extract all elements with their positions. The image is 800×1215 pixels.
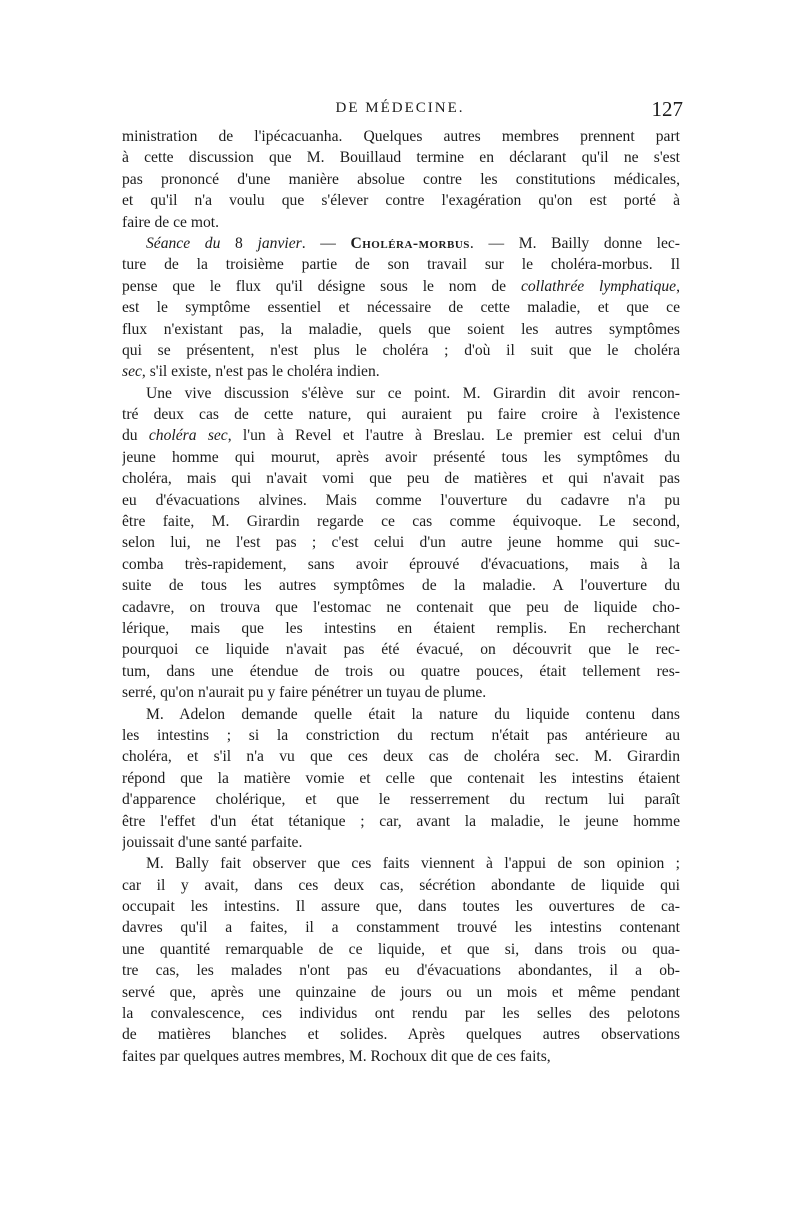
- paragraph: [122, 126, 680, 233]
- text-run: M. Bally fait observer que ces faits viennent à l'appui de son opinion ;: [146, 855, 680, 873]
- text-line: [122, 1024, 680, 1045]
- text-line: [122, 147, 680, 168]
- text-line: [122, 789, 680, 810]
- text-run: jouissait d'une santé parfaite.: [122, 833, 303, 851]
- text-run: 8: [220, 234, 258, 252]
- text-run: davres qu'il a faites, il a constamment trouvé les intestins contenant: [122, 919, 680, 937]
- text-run: pourquoi ce liquide n'avait pas été évacué, on découvrit que le rec-: [122, 641, 680, 659]
- text-line: [122, 1003, 680, 1024]
- text-line: [122, 404, 680, 425]
- text-line: [122, 725, 680, 746]
- text-run: qui se présentent, n'est plus le choléra ; d'où il suit que le choléra: [122, 341, 680, 359]
- text-line: [122, 532, 680, 553]
- text-run: tré deux cas de cette nature, qui auraient pu faire croire à l'existence: [122, 406, 680, 424]
- text-line: [122, 383, 680, 404]
- text-line: [122, 768, 680, 789]
- text-run: choléra, et s'il n'a vu que ces deux cas de choléra sec. M. Girardin: [122, 748, 680, 766]
- text-run: , s'il existe, n'est pas le choléra indien.: [141, 363, 380, 381]
- text-run: eu d'évacuations alvines. Mais comme l'ouverture du cadavre n'a pu: [122, 491, 680, 509]
- text-run: lérique, mais que les intestins en étaient remplis. En recherchant: [122, 619, 680, 637]
- text-run: de matières blanches et solides. Après quelques autres observations: [122, 1026, 680, 1044]
- text-run: . —: [301, 234, 351, 252]
- text-run: tre cas, les malades n'ont pas eu d'évacuations abondantes, il a ob-: [122, 962, 680, 980]
- text-line: [122, 511, 680, 532]
- text-line: [122, 639, 680, 660]
- text-run: choléra, mais qui n'avait vomi que peu de matières et qui n'avait pas: [122, 470, 680, 488]
- text-line: [122, 425, 680, 446]
- text-line: [122, 340, 680, 361]
- text-run: flux n'existant pas, la maladie, quels que soient les autres symptômes: [122, 320, 680, 338]
- text-run: répond que la matière vomie et celle que contenait les intestins étaient: [122, 769, 680, 787]
- text-run: collathrée lymphatique: [520, 277, 677, 295]
- text-line: [122, 126, 680, 147]
- paragraph: [122, 383, 680, 704]
- text-run: une quantité remarquable de ce liquide, et que si, dans trois ou qua-: [122, 940, 680, 958]
- text-run: janvier: [257, 234, 302, 252]
- text-line: [122, 896, 680, 917]
- text-run: tum, dans une étendue de trois ou quatre pouces, était tellement res-: [122, 662, 680, 680]
- text-run: , l'un à Revel et l'autre à Breslau. Le premier est celui d'un: [227, 427, 680, 445]
- text-line: [122, 960, 680, 981]
- text-run: ministration de l'ipécacuanha. Quelques autres membres prennent part: [122, 128, 680, 145]
- text-run: suite de tous les autres symptômes de la maladie. A l'ouverture du: [122, 577, 680, 595]
- text-run: pas prononcé d'une manière absolue contre les constitutions médicales,: [122, 170, 680, 188]
- text-line: [122, 618, 680, 639]
- text-line: [122, 190, 680, 211]
- text-line: [122, 490, 680, 511]
- text-line: [122, 575, 680, 596]
- text-line: [122, 853, 680, 874]
- text-line: [122, 1046, 680, 1067]
- text-run: et qu'il n'a voulu que s'élever contre l'exagération qu'on est porté à: [122, 192, 680, 210]
- text-line: [122, 704, 680, 725]
- running-head: [0, 97, 800, 126]
- text-line: [122, 554, 680, 575]
- text-line: [122, 319, 680, 340]
- paragraph: [122, 704, 680, 854]
- text-line: [122, 982, 680, 1003]
- text-run: les intestins ; si la constriction du rectum n'était pas antérieure au: [122, 726, 680, 744]
- text-line: [122, 746, 680, 767]
- text-run: . — M. Bailly donne lec-: [469, 234, 680, 252]
- text-run: serré, qu'on n'aurait pu y faire pénétrer un tuyau de plume.: [122, 684, 487, 702]
- text-line: [122, 212, 680, 233]
- text-line: [122, 169, 680, 190]
- text-line: [122, 297, 680, 318]
- text-run: Une vive discussion s'élève sur ce point. M. Girardin dit avoir rencon-: [146, 384, 680, 402]
- text-run: car il y avait, dans ces deux cas, sécrétion abondante de liquide qui: [122, 876, 680, 894]
- text-run: pense que le flux qu'il désigne sous le nom de: [122, 277, 521, 295]
- paragraph: [122, 233, 680, 383]
- text-run: selon lui, ne l'est pas ; c'est celui d'un autre jeune homme qui suc-: [122, 534, 680, 552]
- text-line: [122, 832, 680, 853]
- text-line: [122, 468, 680, 489]
- text-run: Séance du: [146, 234, 221, 252]
- text-line: [122, 917, 680, 938]
- page-number: 127: [651, 97, 683, 121]
- text-run: du: [122, 427, 149, 445]
- section-heading: Choléra-morbus: [350, 234, 470, 252]
- text-run: comba très-rapidement, sans avoir éprouvé d'évacuations, mais à la: [122, 555, 680, 573]
- text-run: ,: [676, 277, 680, 295]
- text-run: la convalescence, ces individus ont rendu par les selles des pelotons: [122, 1005, 680, 1023]
- text-run: choléra sec: [148, 427, 228, 445]
- text-run: M. Adelon demande quelle était la nature du liquide contenu dans: [146, 705, 680, 723]
- text-run: faites par quelques autres membres, M. Rochoux dit que de ces faits,: [122, 1047, 551, 1065]
- body-text: [122, 126, 680, 1067]
- text-run: être l'effet d'un état tétanique ; car, avant la maladie, le jeune homme: [122, 812, 680, 830]
- text-line: [122, 939, 680, 960]
- text-line: [122, 361, 680, 382]
- text-run: est le symptôme essentiel et nécessaire de cette maladie, et que ce: [122, 299, 680, 317]
- text-line: [122, 447, 680, 468]
- text-run: à cette discussion que M. Bouillaud termine en déclarant qu'il ne s'est: [122, 149, 680, 167]
- text-line: [122, 254, 680, 275]
- text-line: [122, 811, 680, 832]
- text-run: ture de la troisième partie de son travail sur le choléra-morbus. Il: [122, 256, 680, 274]
- paragraph: [122, 853, 680, 1067]
- text-run: faire de ce mot.: [122, 213, 219, 231]
- text-run: d'apparence cholérique, et que le resserrement du rectum lui paraît: [122, 791, 680, 809]
- text-line: [122, 875, 680, 896]
- running-title: DE MÉDECINE.: [335, 100, 465, 116]
- text-run: cadavre, on trouva que l'estomac ne contenait que peu de liquide cho-: [122, 598, 680, 616]
- text-run: sec: [122, 363, 142, 381]
- text-line: [122, 233, 680, 254]
- text-run: jeune homme qui mourut, après avoir présenté tous les symptômes du: [122, 448, 680, 466]
- text-run: occupait les intestins. Il assure que, dans toutes les ouvertures de ca-: [122, 898, 680, 916]
- text-run: servé que, après une quinzaine de jours ou un mois et même pendant: [122, 983, 680, 1001]
- text-line: [122, 661, 680, 682]
- text-run: être faite, M. Girardin regarde ce cas comme équivoque. Le second,: [122, 513, 680, 531]
- text-line: [122, 276, 680, 297]
- text-line: [122, 597, 680, 618]
- text-line: [122, 682, 680, 703]
